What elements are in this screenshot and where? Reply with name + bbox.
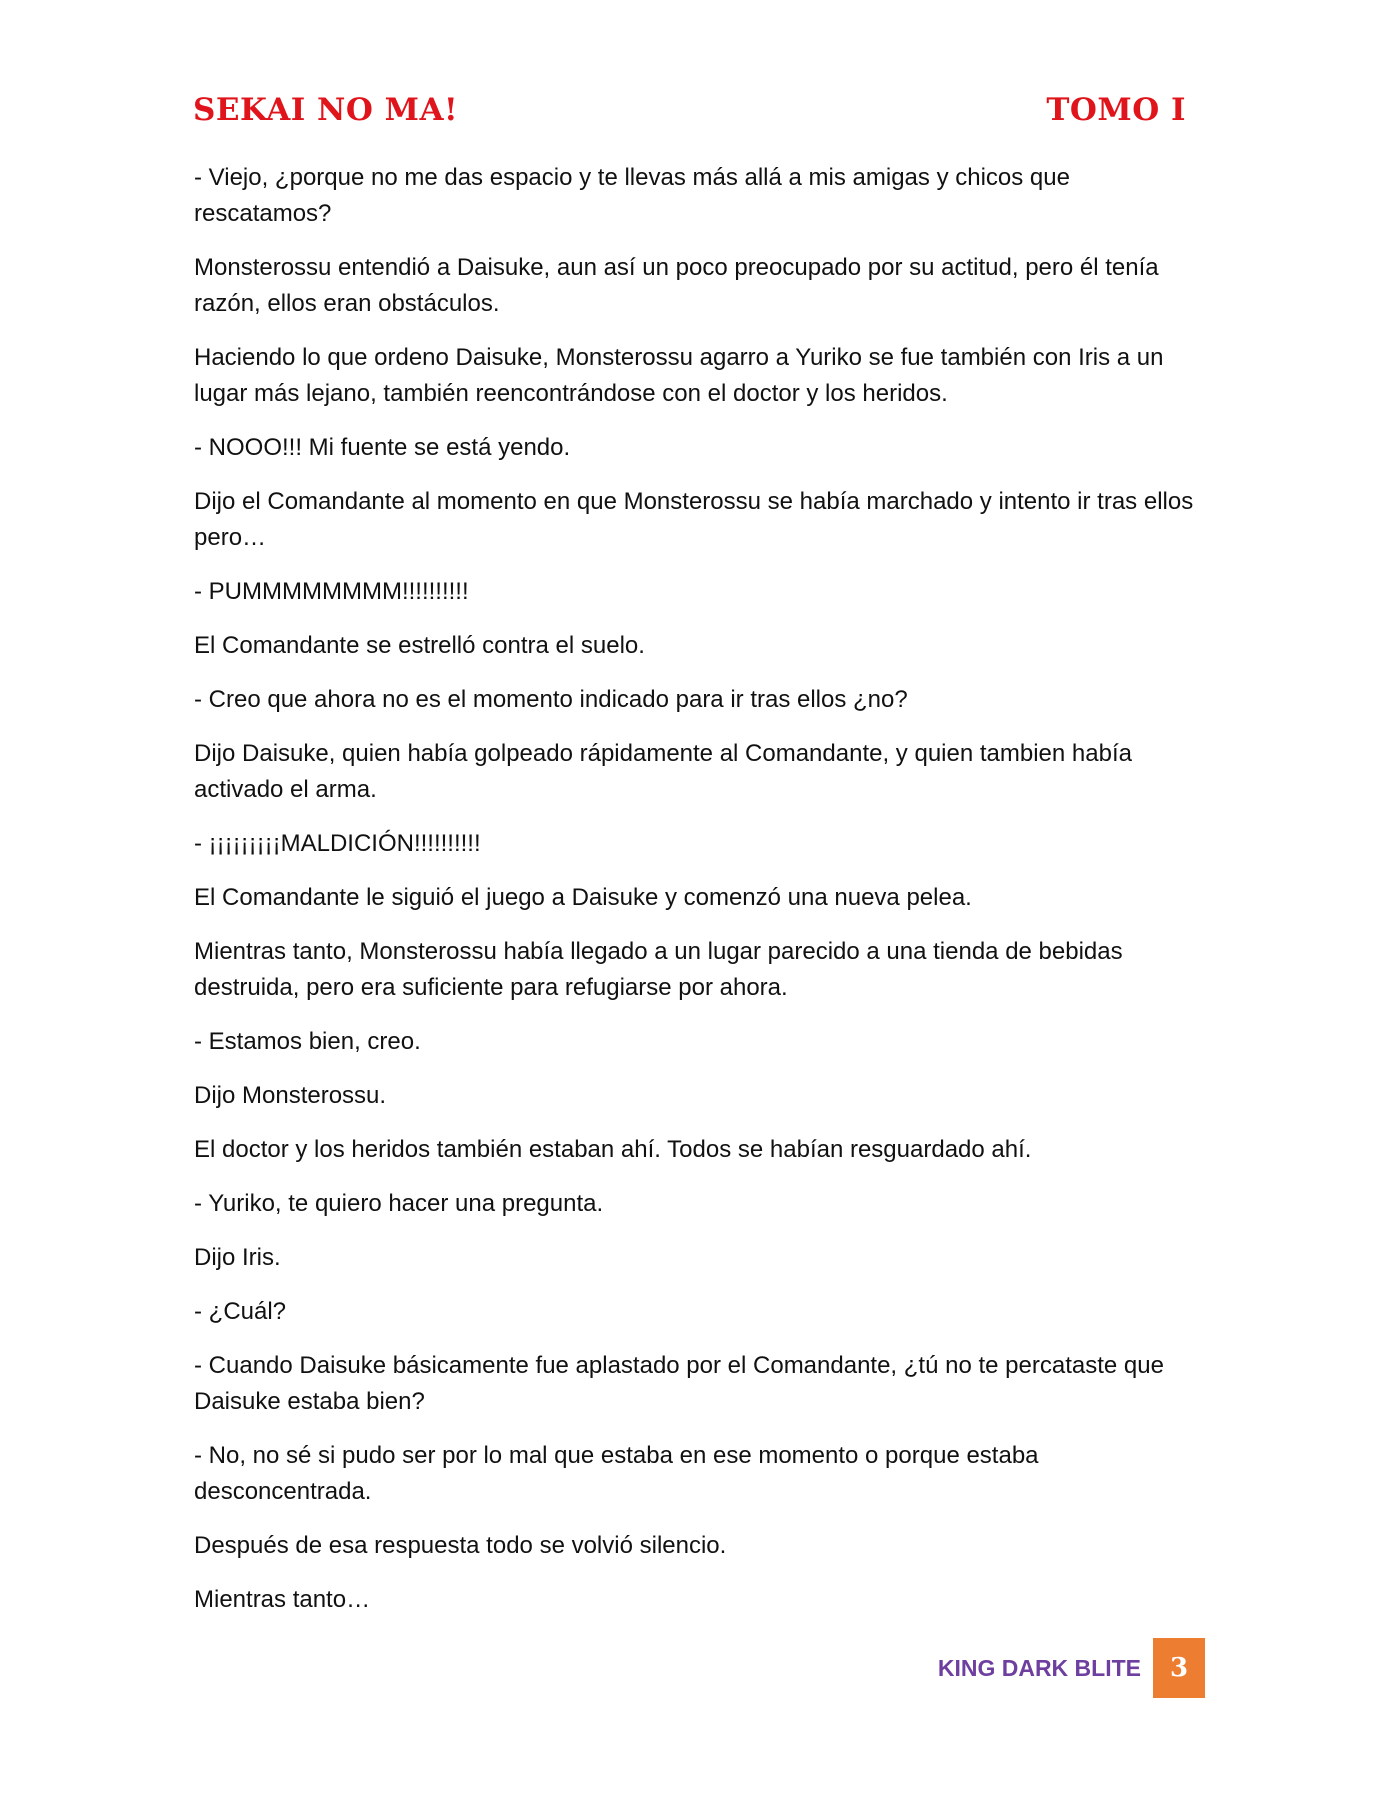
paragraph: Dijo el Comandante al momento en que Monsterossu se había marchado y intento ir tras ellos pero… — [194, 488, 1194, 551]
paragraph: - Cuando Daisuke básicamente fue aplastado por el Comandante, ¿tú no te percataste que Daisuke estaba bien? — [194, 1352, 1164, 1415]
paragraph: Haciendo lo que ordeno Daisuke, Monsterossu agarro a Yuriko se fue también con Iris a un lugar más lejano, también reencontrándose con el doctor y los heridos. — [194, 344, 1164, 407]
author-name: KING DARK BLITE — [937, 1655, 1141, 1681]
paragraph: - ¡¡¡¡¡¡¡¡¡MALDICIÓN!!!!!!!!!! — [194, 830, 481, 857]
paragraph: Después de esa respuesta todo se volvió silencio. — [194, 1532, 727, 1559]
volume-label: TOMO I — [1046, 92, 1186, 128]
paragraph: Dijo Daisuke, quien había golpeado rápidamente al Comandante, y quien tambien había activado el arma. — [194, 740, 1132, 803]
page-footer — [820, 1638, 1205, 1698]
paragraph: Mientras tanto, Monsterossu había llegado a un lugar parecido a una tienda de bebidas destruida, pero era suficiente para refugiarse por ahora. — [194, 938, 1123, 1001]
page-header — [193, 88, 1186, 132]
book-title: SEKAI NO MA! — [193, 92, 459, 128]
page-number-badge: 3 — [1153, 1638, 1205, 1698]
paragraph: - Yuriko, te quiero hacer una pregunta. — [194, 1190, 604, 1217]
paragraph: - Viejo, ¿porque no me das espacio y te llevas más allá a mis amigas y chicos que rescatamos? — [194, 164, 1070, 227]
paragraph: - Estamos bien, creo. — [194, 1028, 421, 1055]
paragraph: - NOOO!!! Mi fuente se está yendo. — [194, 434, 571, 461]
paragraph: Dijo Monsterossu. — [194, 1082, 387, 1109]
paragraph: El Comandante se estrelló contra el suelo. — [194, 632, 645, 659]
paragraph: - No, no sé si pudo ser por lo mal que estaba en ese momento o porque estaba desconcentrada. — [194, 1442, 1039, 1505]
paragraph: - Creo que ahora no es el momento indicado para ir tras ellos ¿no? — [194, 686, 908, 713]
page-body — [194, 160, 1204, 1636]
paragraph: Dijo Iris. — [194, 1244, 281, 1271]
paragraph: - ¿Cuál? — [194, 1298, 287, 1325]
paragraph: El doctor y los heridos también estaban ahí. Todos se habían resguardado ahí. — [194, 1136, 1032, 1163]
paragraph: Mientras tanto… — [194, 1586, 371, 1613]
paragraph: El Comandante le siguió el juego a Daisuke y comenzó una nueva pelea. — [194, 884, 972, 911]
paragraph: Monsterossu entendió a Daisuke, aun así un poco preocupado por su actitud, pero él tenía razón, ellos eran obstáculos. — [194, 254, 1159, 317]
paragraph: - PUMMMMMMMM!!!!!!!!!! — [194, 578, 469, 605]
